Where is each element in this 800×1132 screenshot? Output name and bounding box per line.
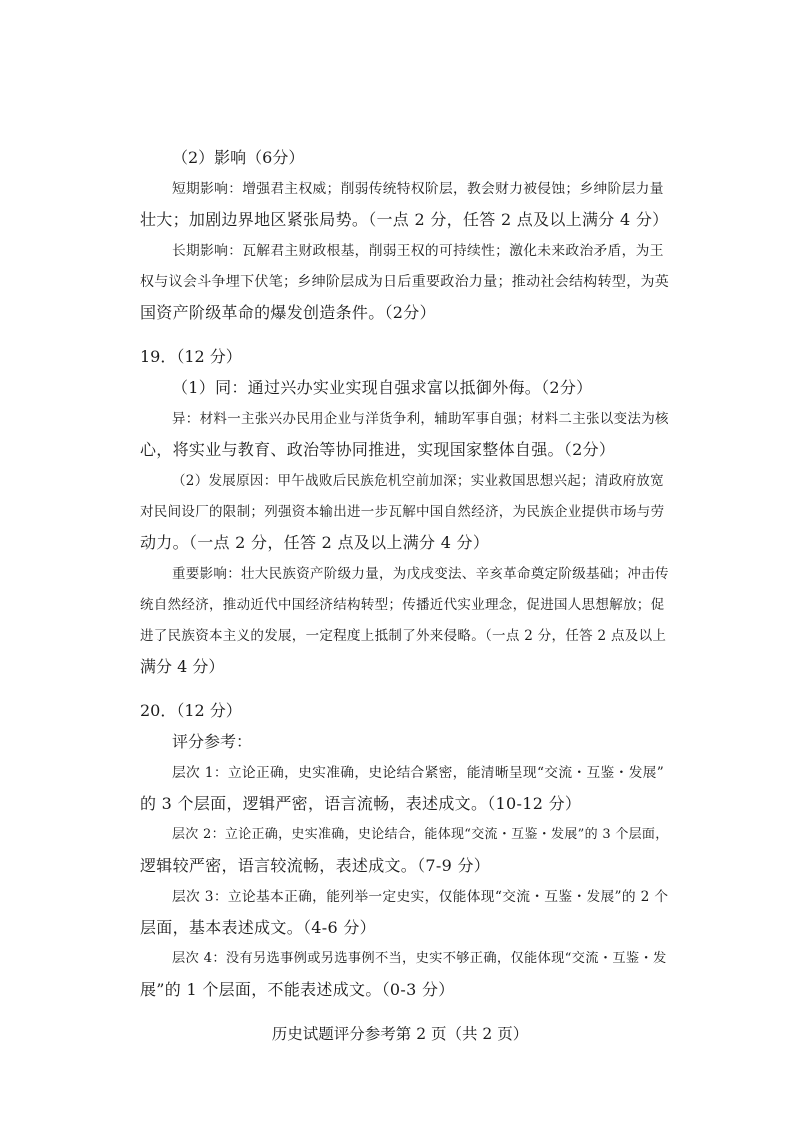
- q19-influence-line-1: 重要影响：壮大民族资产阶级力量，为戊戌变法、辛亥革命奠定阶级基础；冲击传: [172, 566, 669, 582]
- q19-causes-line-1: （2）发展原因：甲午战败后民族危机空前加深；实业救国思想兴起；清政府放宽: [172, 473, 664, 489]
- long-term-impact-line-1: 长期影响：瓦解君主财政根基，削弱王权的可持续性；激化未来政治矛盾，为王: [172, 243, 664, 259]
- page-footer: 历史试题评分参考第 2 页（共 2 页）: [271, 1025, 529, 1043]
- q19-influence-line-3: 进了民族资本主义的发展，一定程度上抵制了外来侵略。（一点 2 分，任答 2 点及以上: [140, 628, 667, 644]
- question-19-heading: 19．（12 分）: [140, 347, 242, 366]
- long-term-impact-line-2: 权与议会斗争埋下伏笔；乡绅阶层成为日后重要政治力量；推动社会结构转型，为英: [140, 274, 670, 290]
- q20-level-4-line-1: 层次 4：没有另选事例或另选事例不当，史实不够正确，仅能体现“交流・互鉴・发: [172, 951, 667, 966]
- q20-level-2-line-2: 逻辑较严密，语言较流畅，表述成文。（7-9 分）: [140, 856, 491, 875]
- q19-difference-line-2: 心，将实业与教育、政治等协同推进，实现国家整体自强。（2分）: [140, 440, 616, 459]
- q19-similarity-line: （1）同：通过兴办实业实现自强求富以抵御外侮。（2分）: [172, 378, 593, 397]
- q20-level-3-line-1: 层次 3：立论基本正确，能列举一定史实，仅能体现“交流・互鉴・发展”的 2 个: [172, 889, 669, 905]
- q20-level-2-line-1: 层次 2：立论正确，史实准确，史论结合，能体现“交流・互鉴・发展”的 3 个层面，: [172, 827, 669, 842]
- q19-influence-line-2: 统自然经济，推动近代中国经济结构转型；传播近代实业理念，促进国人思想解放；促: [140, 597, 665, 613]
- long-term-impact-line-3: 国资产阶级革命的爆发创造条件。（2分）: [140, 303, 436, 322]
- q20-level-4-line-2: 展”的 1 个层面，不能表述成文。（0-3 分）: [140, 980, 455, 999]
- section-2-heading: （2）影响（6分）: [172, 148, 305, 167]
- q19-influence-line-4: 满分 4 分）: [140, 657, 225, 676]
- q19-causes-line-2: 对民间设厂的限制；列强资本输出进一步瓦解中国自然经济，为民族企业提供市场与劳: [140, 504, 665, 520]
- short-term-impact-line-1: 短期影响：增强君主权威；削弱传统特权阶层，教会财力被侵蚀；乡绅阶层力量: [172, 181, 664, 197]
- q20-level-1-line-1: 层次 1：立论正确，史实准确，史论结合紧密，能清晰呈现“交流・互鉴・发展”: [172, 765, 665, 781]
- question-20-heading: 20．（12 分）: [140, 701, 242, 720]
- q20-level-3-line-2: 层面，基本表述成文。（4-6 分）: [140, 918, 376, 937]
- q20-scoring-reference: 评分参考：: [172, 732, 253, 751]
- q19-difference-line-1: 异：材料一主张兴办民用企业与洋货争利，辅助军事自强；材料二主张以变法为核: [172, 411, 669, 427]
- q20-level-1-line-2: 的 3 个层面，逻辑严密，语言流畅，表述成文。（10-12 分）: [140, 794, 582, 813]
- q19-causes-line-3: 动力。（一点 2 分，任答 2 点及以上满分 4 分）: [140, 533, 490, 552]
- short-term-impact-line-2: 壮大；加剧边界地区紧张局势。（一点 2 分，任答 2 点及以上满分 4 分）: [140, 210, 669, 229]
